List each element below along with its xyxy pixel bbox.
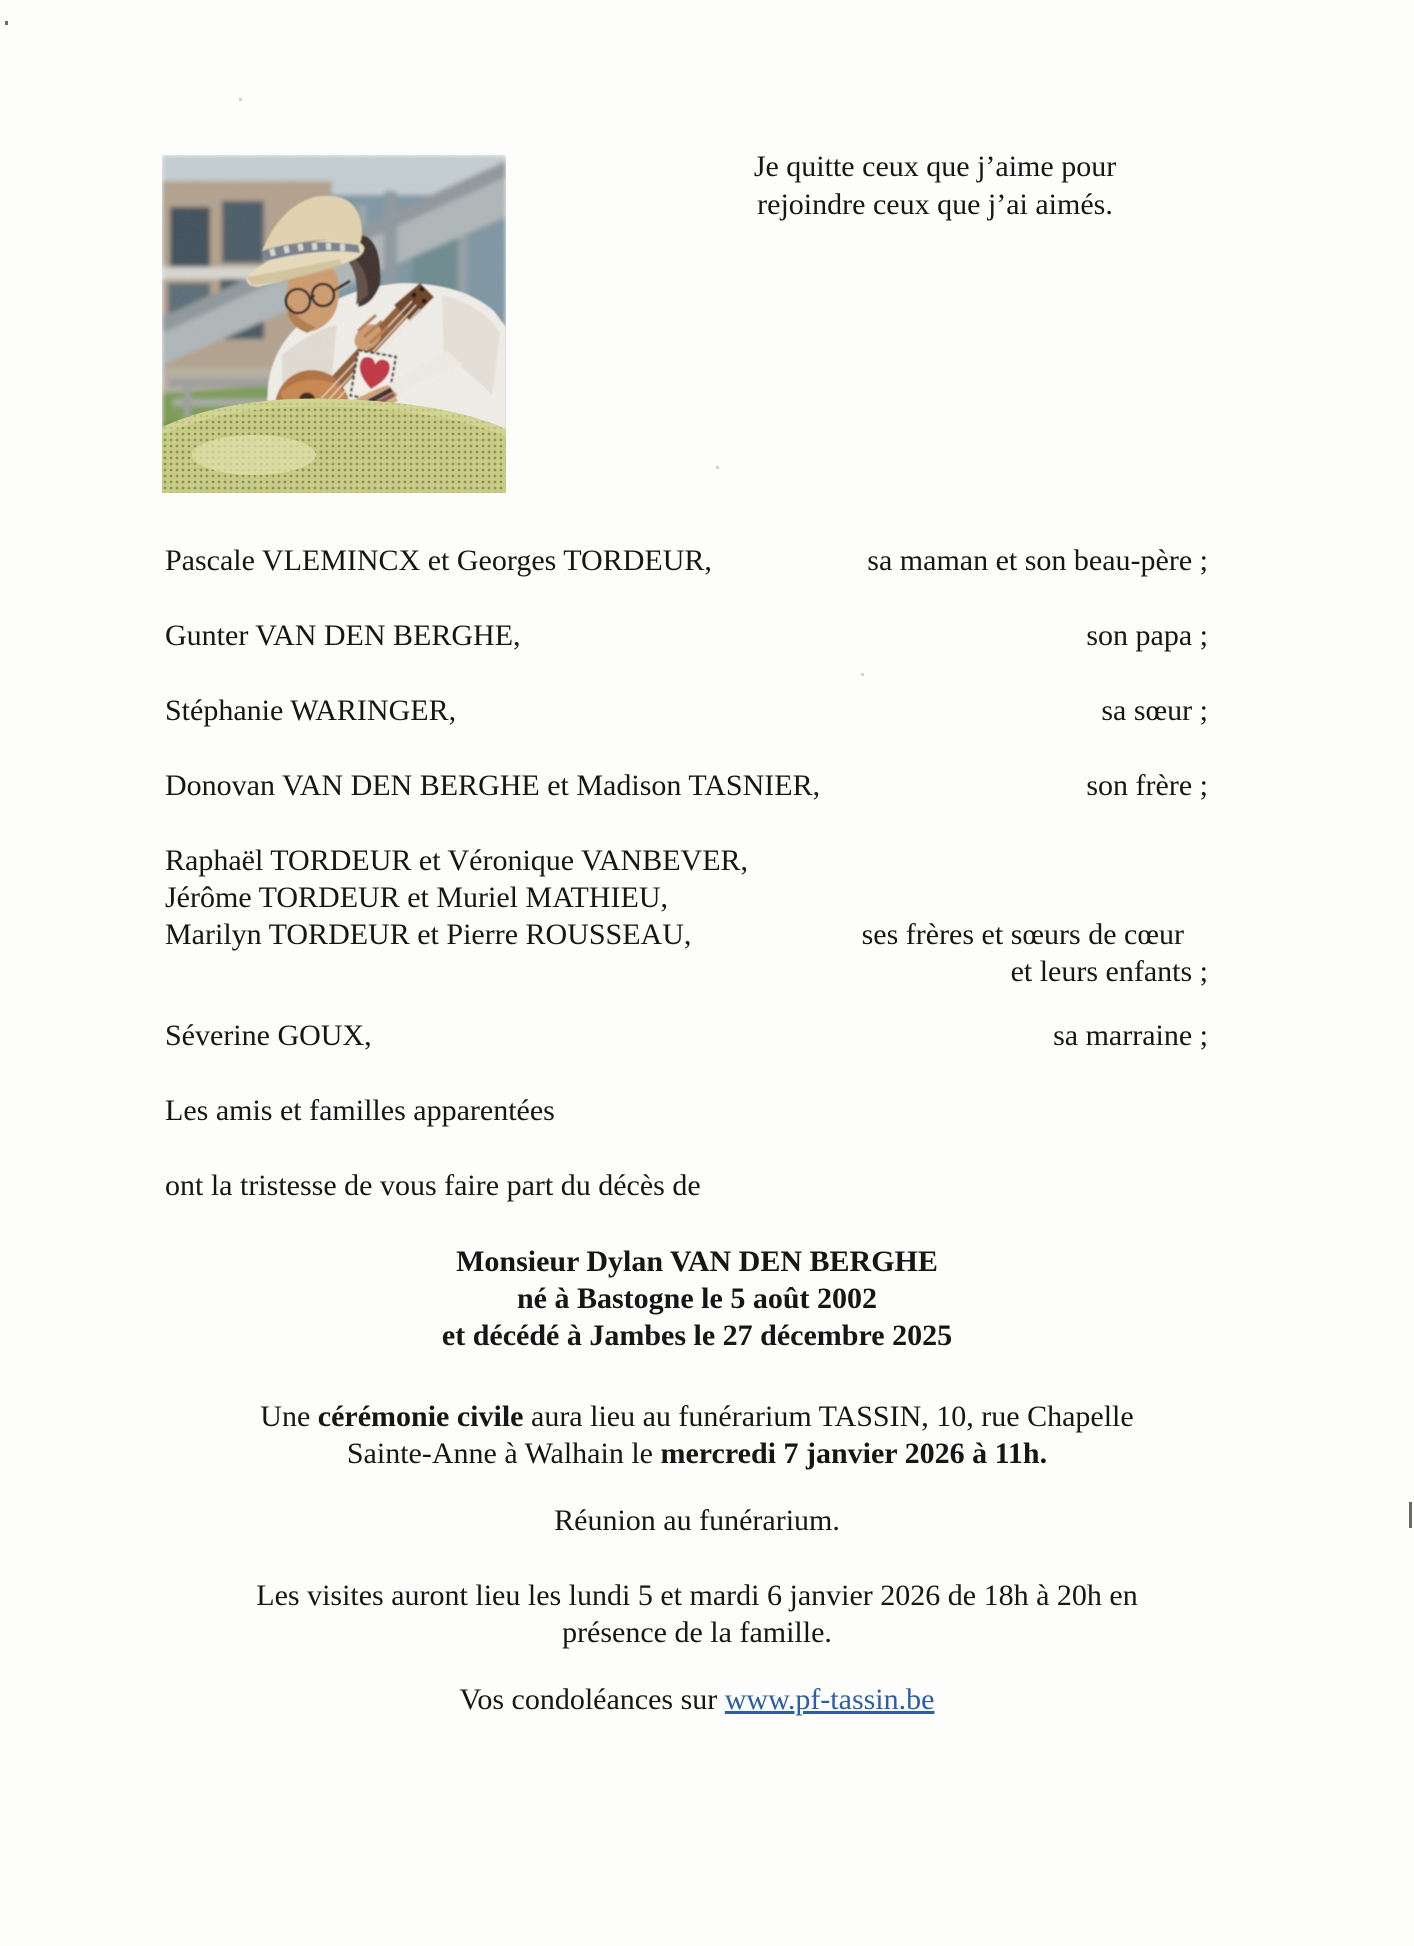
family-relation-father: son papa ; [1086, 619, 1208, 652]
deceased-name: Monsieur Dylan VAN DEN BERGHE [456, 1245, 938, 1278]
portrait-photo [162, 155, 506, 493]
family-relation-siblings-2: et leurs enfants ; [1010, 955, 1208, 988]
family-names-siblings-3: Marilyn TORDEUR et Pierre ROUSSEAU, [165, 918, 692, 951]
ceremony-line-2-bold: mercredi 7 janvier 2026 à 11h. [660, 1437, 1048, 1470]
reunion-line: Réunion au funérarium. [554, 1504, 840, 1537]
condolences-line [0, 1681, 1394, 1718]
condolences-prefix: Vos condoléances sur [459, 1683, 725, 1716]
family-names-godmother: Séverine GOUX, [165, 1019, 372, 1052]
family-names-brother: Donovan VAN DEN BERGHE et Madison TASNIER, [165, 769, 821, 802]
scan-artifact-tick [1409, 1502, 1412, 1528]
condolences-link[interactable]: www.pf-tassin.be [724, 1683, 935, 1716]
scan-speck [5, 21, 8, 25]
announce-line: ont la tristesse de vous faire part du décès de [165, 1169, 701, 1202]
family-relation-godmother: sa marraine ; [1053, 1019, 1208, 1052]
epitaph [710, 148, 1160, 224]
ceremony-line-1 [0, 1398, 1394, 1435]
epitaph-line-2: rejoindre ceux que j’ai aimés. [757, 188, 1113, 221]
family-relation-brother: son frère ; [1086, 769, 1208, 802]
family-relation-mother: sa maman et son beau-père ; [867, 544, 1208, 577]
deceased-birth: né à Bastogne le 5 août 2002 [517, 1282, 877, 1315]
family-names-siblings-1: Raphaël TORDEUR et Véronique VANBEVER, [165, 844, 749, 877]
ceremony-line-1-bold: cérémonie civile [317, 1400, 524, 1433]
epitaph-line-1: Je quitte ceux que j’aime pour [753, 150, 1117, 183]
family-names-siblings-2: Jérôme TORDEUR et Muriel MATHIEU, [165, 881, 668, 914]
visits-line-2: présence de la famille. [562, 1616, 832, 1649]
friends-line: Les amis et familles apparentées [165, 1094, 555, 1127]
ceremony-line-1-pre: Une [260, 1400, 318, 1433]
deceased-death: et décédé à Jambes le 27 décembre 2025 [441, 1319, 953, 1352]
ceremony-line-2-pre: Sainte-Anne à Walhain le [346, 1437, 661, 1470]
scan-speck [861, 673, 864, 676]
family-relation-siblings-1: ses frères et sœurs de cœur [861, 918, 1184, 951]
family-names-sister: Stéphanie WARINGER, [165, 694, 457, 727]
family-names-father: Gunter VAN DEN BERGHE, [165, 619, 521, 652]
ceremony-line-2 [0, 1435, 1394, 1472]
scan-speck [716, 466, 719, 469]
family-names-mother: Pascale VLEMINCX et Georges TORDEUR, [165, 544, 712, 577]
scan-speck [239, 98, 242, 101]
family-relation-sister: sa sœur ; [1101, 694, 1208, 727]
visits-line-1: Les visites auront lieu les lundi 5 et mardi 6 janvier 2026 de 18h à 20h en [256, 1579, 1138, 1612]
portrait-photo-image [162, 155, 506, 493]
ceremony-line-1-post: aura lieu au funérarium TASSIN, 10, rue Chapelle [523, 1400, 1134, 1433]
